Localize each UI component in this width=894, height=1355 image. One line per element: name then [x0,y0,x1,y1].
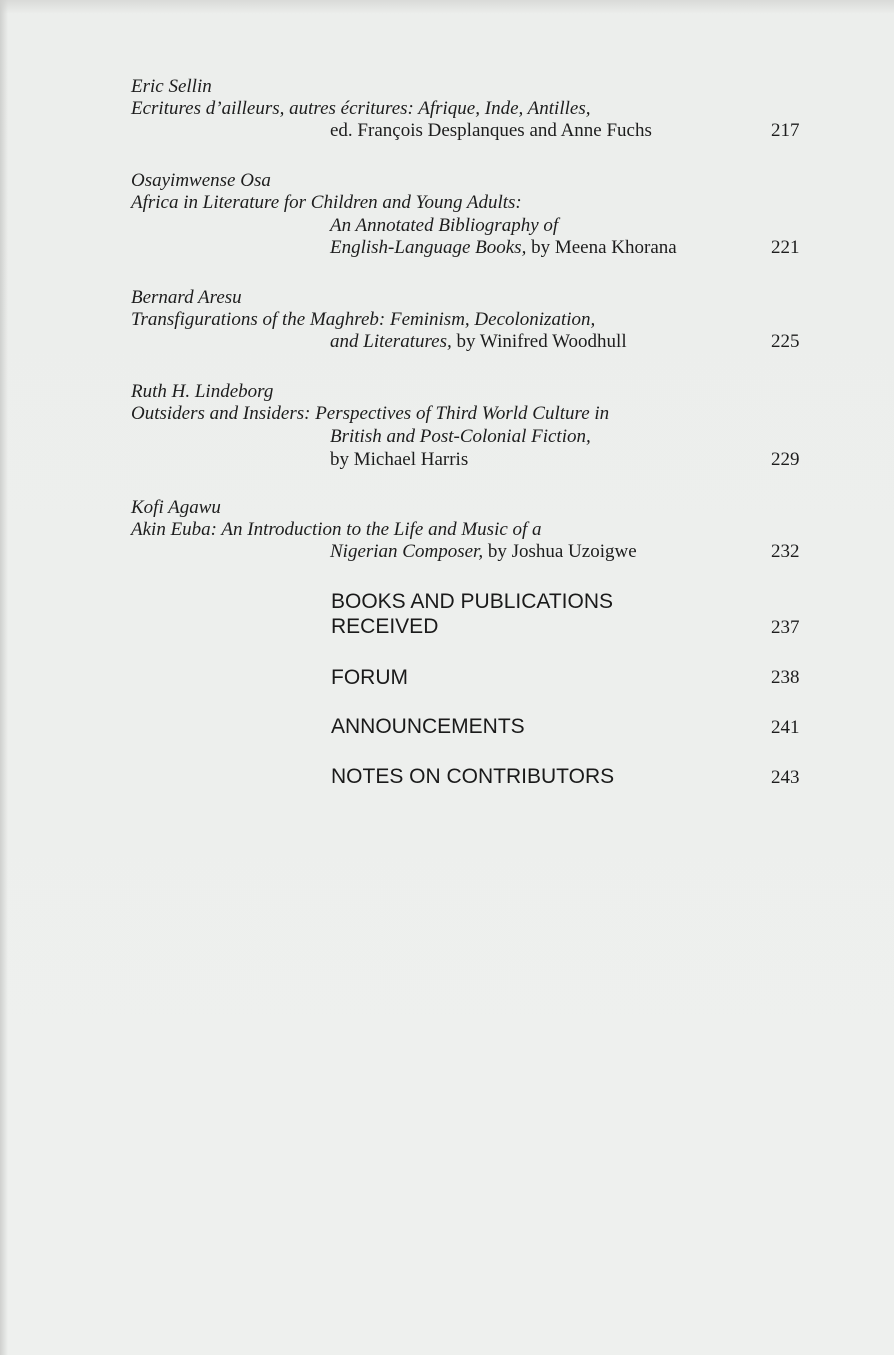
page-number: 237 [771,617,800,638]
book-author: by Meena Khorana [526,237,677,258]
book-author: by Michael Harris [330,449,469,470]
page-number: 221 [771,237,800,258]
book-title: Ecritures d’ailleurs, autres écritures: Afrique, Inde, Antilles, [131,98,591,119]
page-number: 225 [771,331,800,352]
book-title-author-line [330,331,627,353]
book-title: Africa in Literature for Children and Young Adults: [131,192,522,213]
book-title-continued: and Literatures, [330,331,452,352]
book-title: Akin Euba: An Introduction to the Life and Music of a [131,519,542,540]
page-number: 243 [771,767,800,788]
book-title-author-line [330,237,677,259]
book-title: Transfigurations of the Maghreb: Feminism, Decolonization, [131,309,596,330]
section-notes-on-contributors: NOTES ON CONTRIBUTORS [331,765,615,788]
section-announcements: ANNOUNCEMENTS [331,715,525,738]
page-number: 238 [771,667,800,688]
page-number: 241 [771,717,800,738]
book-author: by Winifred Woodhull [451,331,627,352]
book-title-continued: English-Language Books, [330,237,527,258]
reviewer-name: Osayimwense Osa [131,170,271,191]
section-books-received-line2: RECEIVED [331,615,439,638]
book-title: Outsiders and Insiders: Perspectives of Third World Culture in [131,403,610,424]
reviewer-name: Eric Sellin [131,76,212,97]
page-edge-shadow [0,0,8,1355]
page-number: 229 [771,449,800,470]
book-title-author-line [330,541,637,563]
section-books-received-line1: BOOKS AND PUBLICATIONS [331,590,614,613]
book-author: ed. François Desplanques and Anne Fuchs [330,120,652,141]
book-title-continued: Nigerian Composer, [330,541,484,562]
page-number: 217 [771,120,800,141]
reviewer-name: Bernard Aresu [131,287,242,308]
book-title-continued: British and Post-Colonial Fiction, [330,426,591,447]
reviewer-name: Ruth H. Lindeborg [131,381,274,402]
page-number: 232 [771,541,800,562]
section-forum: FORUM [331,666,408,689]
book-title-continued: An Annotated Bibliography of [330,215,559,236]
reviewer-name: Kofi Agawu [131,497,221,518]
book-author: by Joshua Uzoigwe [483,541,637,562]
